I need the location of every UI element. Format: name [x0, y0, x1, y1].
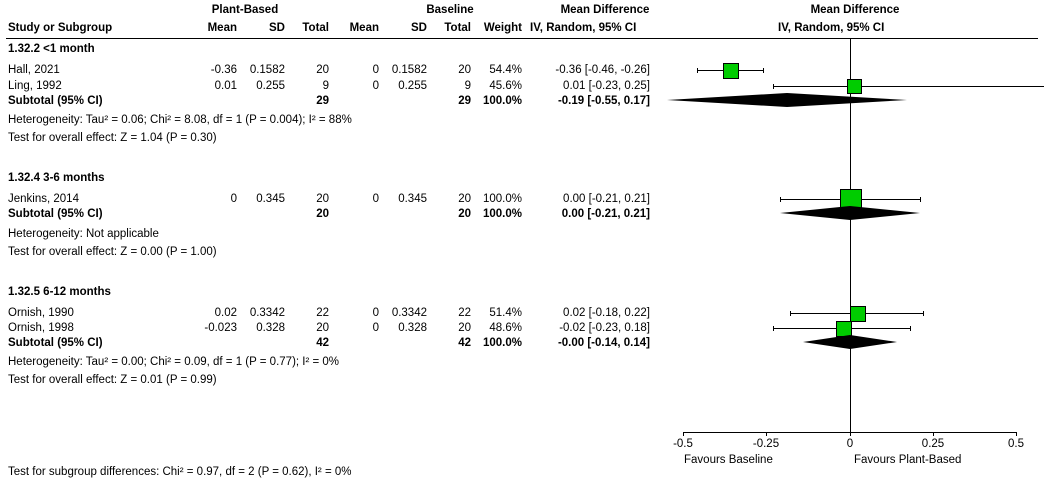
- study-mean-1: 0.01: [214, 80, 237, 92]
- subtotal-total-2: 29: [458, 95, 471, 107]
- header-col-study: Study or Subgroup: [8, 22, 113, 34]
- study-mean-1: 0.02: [214, 307, 237, 319]
- study-total-1: 20: [316, 64, 329, 76]
- ci-cap-right: [923, 311, 924, 316]
- x-tick-label: 0.5: [1008, 438, 1024, 450]
- overall-effect-text: Test for overall effect: Z = 0.00 (P = 1.00): [8, 246, 217, 258]
- subtotal-label: Subtotal (95% CI): [8, 337, 103, 349]
- study-mean-1: 0: [230, 193, 237, 205]
- study-sd-2: 0.1582: [391, 64, 427, 76]
- study-total-2: 9: [464, 80, 471, 92]
- header-group-mean-difference-plot: Mean Difference: [810, 4, 900, 16]
- favours-right-label: Favours Plant-Based: [854, 454, 962, 466]
- header-group-baseline: Baseline: [426, 4, 474, 16]
- study-effect-marker: [850, 306, 866, 322]
- x-tick: [850, 432, 851, 436]
- study-name: Ornish, 1998: [8, 322, 74, 334]
- favours-left-label: Favours Baseline: [684, 454, 773, 466]
- study-weight: 51.4%: [489, 307, 522, 319]
- study-sd-2: 0.3342: [391, 307, 427, 319]
- study-total-2: 22: [458, 307, 471, 319]
- subgroup-differences-text: Test for subgroup differences: Chi² = 0.97, df = 2 (P = 0.62), I² = 0%: [8, 466, 352, 478]
- study-total-2: 20: [458, 64, 471, 76]
- subgroup-label: 1.32.4 3-6 months: [8, 172, 105, 184]
- ci-cap-right: [910, 326, 911, 331]
- x-tick-label: 0.25: [921, 438, 945, 450]
- header-col-effect-text: IV, Random, 95% CI: [530, 22, 637, 34]
- study-effect-text: 0.00 [-0.21, 0.21]: [563, 193, 650, 205]
- study-name: Hall, 2021: [8, 64, 60, 76]
- study-effect-text: -0.36 [-0.46, -0.26]: [555, 64, 650, 76]
- subtotal-total-2: 20: [458, 208, 471, 220]
- study-name: Ornish, 1990: [8, 307, 74, 319]
- ci-cap-left: [780, 197, 781, 202]
- study-mean-1: -0.023: [204, 322, 237, 334]
- subtotal-label: Subtotal (95% CI): [8, 208, 103, 220]
- subtotal-weight: 100.0%: [482, 208, 522, 220]
- subtotal-effect-text: -0.00 [-0.14, 0.14]: [557, 337, 650, 349]
- header-col-mean-2: Mean: [349, 22, 379, 34]
- ci-cap-left: [773, 326, 774, 331]
- header-col-sd-1: SD: [269, 22, 285, 34]
- study-name: Ling, 1992: [8, 80, 62, 92]
- study-mean-2: 0: [372, 322, 379, 334]
- study-effect-text: -0.02 [-0.23, 0.18]: [559, 322, 650, 334]
- heterogeneity-text: Heterogeneity: Tau² = 0.00; Chi² = 0.09, df = 1 (P = 0.77); I² = 0%: [8, 356, 340, 368]
- heterogeneity-text: Heterogeneity: Not applicable: [8, 228, 159, 240]
- subgroup-label: 1.32.5 6-12 months: [8, 286, 111, 298]
- study-weight: 45.6%: [489, 80, 522, 92]
- subtotal-total-2: 42: [458, 337, 471, 349]
- study-mean-2: 0: [372, 193, 379, 205]
- study-mean-2: 0: [372, 307, 379, 319]
- subtotal-total-1: 29: [316, 95, 329, 107]
- study-weight: 100.0%: [482, 193, 522, 205]
- study-sd-1: 0.3342: [249, 307, 285, 319]
- x-tick-label: -0.5: [673, 438, 693, 450]
- x-tick: [683, 432, 684, 436]
- study-weight: 54.4%: [489, 64, 522, 76]
- subtotal-effect-text: 0.00 [-0.21, 0.21]: [561, 208, 650, 220]
- x-tick-label: -0.25: [752, 438, 780, 450]
- ci-cap-left: [697, 68, 698, 73]
- subtotal-total-1: 20: [316, 208, 329, 220]
- subtotal-label: Subtotal (95% CI): [8, 95, 103, 107]
- study-mean-2: 0: [372, 80, 379, 92]
- study-sd-2: 0.255: [398, 80, 427, 92]
- subtotal-diamond: [660, 205, 1044, 221]
- study-name: Jenkins, 2014: [8, 193, 79, 205]
- subtotal-diamond: [660, 92, 1044, 108]
- forest-plot-canvas: [660, 0, 1044, 480]
- header-group-plant-based: Plant-Based: [211, 4, 279, 16]
- header-col-total-1: Total: [302, 22, 329, 34]
- x-tick: [766, 432, 767, 436]
- x-tick: [1016, 432, 1017, 436]
- study-total-2: 20: [458, 193, 471, 205]
- subgroup-label: 1.32.2 <1 month: [8, 43, 95, 55]
- subtotal-effect-text: -0.19 [-0.55, 0.17]: [557, 95, 650, 107]
- study-total-1: 20: [316, 193, 329, 205]
- header-col-sd-2: SD: [411, 22, 427, 34]
- subtotal-total-1: 42: [316, 337, 329, 349]
- header-group-mean-difference-text: Mean Difference: [560, 4, 650, 16]
- overall-effect-text: Test for overall effect: Z = 0.01 (P = 0.99): [8, 374, 217, 386]
- heterogeneity-text: Heterogeneity: Tau² = 0.06; Chi² = 8.08, df = 1 (P = 0.004); I² = 88%: [8, 114, 352, 126]
- study-sd-1: 0.328: [256, 322, 285, 334]
- study-sd-1: 0.345: [256, 193, 285, 205]
- ci-cap-left: [790, 311, 791, 316]
- study-sd-2: 0.345: [398, 193, 427, 205]
- study-sd-1: 0.255: [256, 80, 285, 92]
- ci-cap-right: [920, 197, 921, 202]
- study-effect-text: 0.02 [-0.18, 0.22]: [563, 307, 650, 319]
- study-total-1: 22: [316, 307, 329, 319]
- study-total-1: 9: [322, 80, 329, 92]
- subtotal-weight: 100.0%: [482, 337, 522, 349]
- x-tick-label: 0: [846, 438, 854, 450]
- study-effect-marker: [723, 63, 739, 79]
- subtotal-diamond: [660, 334, 1044, 350]
- study-weight: 48.6%: [489, 322, 522, 334]
- study-effect-text: 0.01 [-0.23, 0.25]: [563, 80, 650, 92]
- subtotal-weight: 100.0%: [482, 95, 522, 107]
- x-tick: [933, 432, 934, 436]
- header-col-effect-plot: IV, Random, 95% CI: [778, 22, 885, 34]
- study-total-1: 20: [316, 322, 329, 334]
- header-col-weight: Weight: [483, 22, 522, 34]
- header-col-total-2: Total: [444, 22, 471, 34]
- study-sd-1: 0.1582: [249, 64, 285, 76]
- header-col-mean-1: Mean: [207, 22, 237, 34]
- study-total-2: 20: [458, 322, 471, 334]
- ci-cap-left: [773, 84, 774, 89]
- study-mean-1: -0.36: [210, 64, 237, 76]
- ci-line: [773, 86, 1044, 87]
- study-mean-2: 0: [372, 64, 379, 76]
- study-sd-2: 0.328: [398, 322, 427, 334]
- ci-cap-right: [763, 68, 764, 73]
- overall-effect-text: Test for overall effect: Z = 1.04 (P = 0.30): [8, 132, 217, 144]
